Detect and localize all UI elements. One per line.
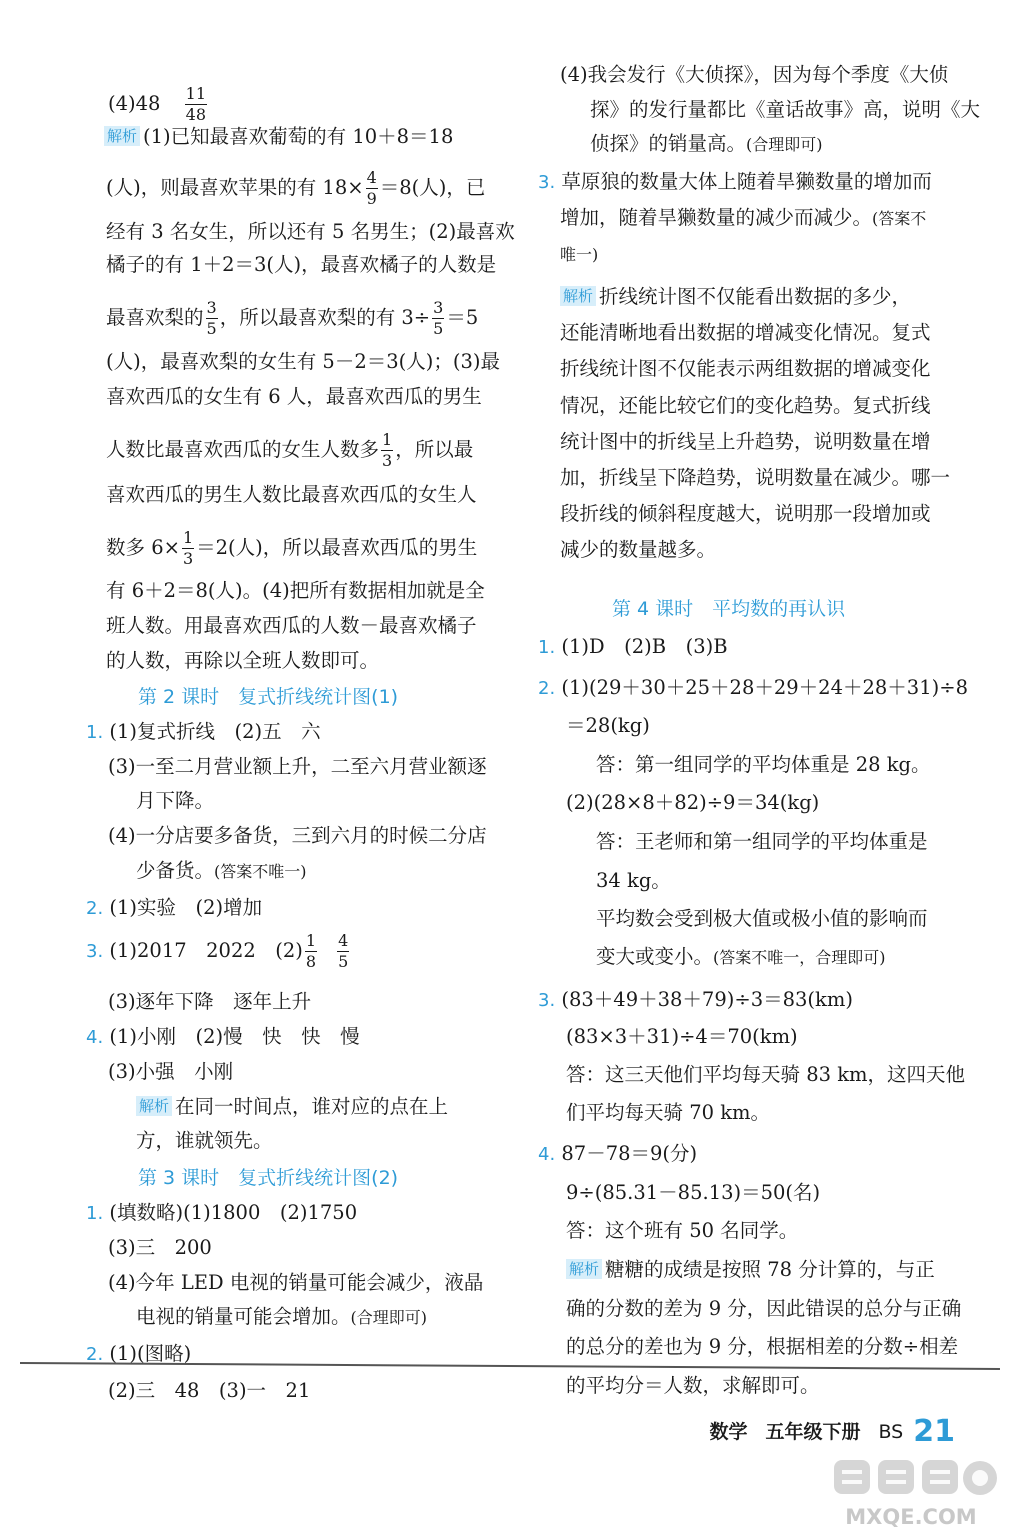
answer-text: 增加，随着旱獭数量的减少而减少。 xyxy=(560,206,873,229)
section-heading: 第 2 课时 复式折线统计图(1) xyxy=(138,686,399,708)
analysis-text: 最喜欢梨的 xyxy=(106,306,204,329)
numerator: 11 xyxy=(185,84,206,103)
answer-text: 草原狼的数量大体上随着旱獭数量的增加而 xyxy=(561,170,932,193)
answer-note: 唯一) xyxy=(560,245,599,264)
analysis-line xyxy=(106,170,485,207)
question-number: 4. xyxy=(538,1144,556,1165)
answer-line: (2)三 48 (3)一 21 xyxy=(108,1379,311,1402)
analysis-tag: 解析 xyxy=(560,286,596,306)
analysis-line: 的总分的差也为 9 分，根据相差的分数÷相差 xyxy=(566,1335,959,1358)
analysis-line: 情况，还能比较它们的变化趋势。复式折线 xyxy=(560,394,931,417)
question-line xyxy=(538,1141,697,1168)
analysis-line: 减少的数量越多。 xyxy=(560,538,717,561)
watermark-text: MXQE.COM xyxy=(845,1505,977,1529)
answer-text: (1)实验 (2)增加 xyxy=(109,896,263,919)
answer-line: 9÷(85.31－85.13)＝50(名) xyxy=(566,1181,821,1204)
answer-line: (2)(28×8＋82)÷9＝34(kg) xyxy=(566,791,820,814)
numerator: 1 xyxy=(182,528,194,547)
answer-line: 答：这个班有 50 名同学。 xyxy=(566,1219,799,1242)
answer-line: (83×3＋31)÷4＝70(km) xyxy=(566,1025,798,1048)
fraction xyxy=(337,933,349,970)
question-line xyxy=(538,987,853,1014)
answer-text: (1)(29＋30＋25＋28＋29＋24＋28＋31)÷8 xyxy=(561,676,968,699)
analysis-line: 有 6＋2＝8(人)。(4)把所有数据相加就是全 xyxy=(106,579,485,602)
question-line xyxy=(86,895,262,922)
analysis-line: 喜欢西瓜的男生人数比最喜欢西瓜的女生人 xyxy=(106,483,477,506)
question-number: 1. xyxy=(538,637,556,658)
answer-line: (3)三 200 xyxy=(108,1236,212,1259)
numerator: 1 xyxy=(305,931,317,950)
denominator: 5 xyxy=(206,319,217,338)
analysis-text: 糖糖的成绩是按照 78 分计算的，与正 xyxy=(605,1258,935,1281)
analysis-text: ＝5 xyxy=(446,306,479,329)
question-number: 2. xyxy=(86,1344,104,1365)
analysis-line: 喜欢西瓜的女生有 6 人，最喜欢西瓜的男生 xyxy=(106,385,482,408)
denominator: 5 xyxy=(433,319,444,338)
answer-line: 探》的发行量都比《童话故事》高，说明《大 xyxy=(590,98,981,121)
answer-text: (83＋49＋38＋79)÷3＝83(km) xyxy=(561,988,853,1011)
answer-line: (4)我会发行《大侦探》，因为每个季度《大侦 xyxy=(560,63,949,86)
answer-text: 侦探》的销量高。 xyxy=(590,132,747,155)
denominator: 3 xyxy=(382,451,393,470)
numerator: 1 xyxy=(382,430,393,449)
question-line xyxy=(86,1024,360,1051)
answer-line: ＝28(kg) xyxy=(566,714,650,737)
analysis-text: ，所以最 xyxy=(395,438,474,461)
answer-text: (1)(图略) xyxy=(109,1342,192,1365)
analysis-line: (人)，最喜欢梨的女生有 5－2＝3(人)；(3)最 xyxy=(106,350,500,373)
question-line xyxy=(86,719,321,746)
fraction xyxy=(206,300,218,337)
analysis-line: 经有 3 名女生，所以还有 5 名男生；(2)最喜欢 xyxy=(106,220,515,243)
answer-line: (4)一分店要多备货，三到六月的时候二分店 xyxy=(108,824,487,847)
analysis-line: 段折线的倾斜程度越大，说明那一段增加或 xyxy=(560,502,931,525)
analysis-line xyxy=(566,1257,935,1283)
analysis-line xyxy=(104,124,453,150)
answer-line: 月下降。 xyxy=(136,789,215,812)
answer-line: 答：王老师和第一组同学的平均体重是 xyxy=(596,830,928,853)
fraction xyxy=(366,170,378,207)
numerator: 4 xyxy=(366,168,377,187)
question-line xyxy=(86,933,351,970)
answer-note: (答案不 xyxy=(872,209,927,228)
answer-text: 少备货。 xyxy=(136,859,215,882)
question-number: 2. xyxy=(86,898,104,919)
fraction xyxy=(381,432,393,469)
fraction xyxy=(305,933,317,970)
analysis-text: 折线统计图不仅能看出数据的多少， xyxy=(599,285,912,308)
answer-line: 答：第一组同学的平均体重是 28 kg。 xyxy=(596,753,931,776)
analysis-line: 还能清晰地看出数据的增减变化情况。复式 xyxy=(560,321,931,344)
answer-text: (1)复式折线 (2)五 六 xyxy=(109,720,321,743)
fraction xyxy=(182,530,194,567)
numerator: 3 xyxy=(206,298,217,317)
page-footer xyxy=(709,1414,955,1449)
answer-line: (3)逐年下降 逐年上升 xyxy=(108,990,312,1013)
analysis-line xyxy=(106,432,473,469)
answer-note: (合理即可) xyxy=(350,1308,428,1327)
answer-line: 34 kg。 xyxy=(596,869,671,892)
analysis-line: 加，折线呈下降趋势，说明数量在减少。哪一 xyxy=(560,466,951,489)
analysis-line: 方，谁就领先。 xyxy=(136,1129,273,1152)
question-number: 1. xyxy=(86,1203,104,1224)
watermark-logo-icon xyxy=(824,1458,999,1530)
answer-line xyxy=(596,944,886,971)
answer-line xyxy=(108,86,209,123)
answer-text: (1)D (2)B (3)B xyxy=(561,635,728,658)
answer-line: 平均数会受到极大值或极小值的影响而 xyxy=(596,907,928,930)
analysis-text: ＝2(人)，所以最喜欢西瓜的男生 xyxy=(196,536,478,559)
fraction xyxy=(432,300,444,337)
answer-text: (1)小刚 (2)慢 快 快 慢 xyxy=(109,1025,360,1048)
denominator: 8 xyxy=(305,952,317,971)
denominator: 3 xyxy=(182,549,194,568)
analysis-line xyxy=(106,530,477,567)
numerator: 3 xyxy=(433,298,444,317)
fraction xyxy=(185,86,207,123)
answer-text: 87－78＝9(分) xyxy=(561,1142,698,1165)
section-heading: 第 4 课时 平均数的再认识 xyxy=(612,598,846,620)
analysis-tag: 解析 xyxy=(136,1096,172,1116)
analysis-line xyxy=(136,1094,448,1120)
answer-note: (合理即可) xyxy=(746,135,823,154)
answer-text: (填数略)(1)1800 (2)1750 xyxy=(109,1201,358,1224)
question-number: 3. xyxy=(86,941,104,962)
analysis-text: ＝8(人)，已 xyxy=(379,176,486,199)
analysis-text: 数多 6× xyxy=(106,536,180,559)
question-line xyxy=(86,1200,357,1227)
answer-note: (答案不唯一) xyxy=(214,862,307,881)
section-heading: 第 3 课时 复式折线统计图(2) xyxy=(138,1167,399,1189)
analysis-line: 确的分数的差为 9 分，因此错误的总分与正确 xyxy=(566,1297,962,1320)
analysis-line: 橘子的有 1＋2＝3(人)，最喜欢橘子的人数是 xyxy=(106,253,497,276)
question-line xyxy=(538,675,968,702)
answer-note: (答案不唯一，合理即可) xyxy=(713,948,886,967)
denominator: 48 xyxy=(185,105,206,124)
denominator: 5 xyxy=(338,952,349,971)
answer-line: 们平均每天骑 70 km。 xyxy=(566,1101,771,1124)
footer-subject: 数学 xyxy=(709,1421,748,1443)
analysis-text: 人数比最喜欢西瓜的女生人数多 xyxy=(106,438,380,461)
question-number: 2. xyxy=(538,678,556,699)
analysis-text: (1)已知最喜欢葡萄的有 10＋8＝18 xyxy=(143,125,454,148)
question-number: 3. xyxy=(538,990,556,1011)
analysis-line: 的人数，再除以全班人数即可。 xyxy=(106,649,380,672)
analysis-line xyxy=(106,300,478,337)
answer-line: (3)一至二月营业额上升，二至六月营业额逐 xyxy=(108,755,487,778)
analysis-line: 班人数。用最喜欢西瓜的人数－最喜欢橘子 xyxy=(106,614,477,637)
analysis-tag: 解析 xyxy=(566,1259,602,1279)
question-number: 1. xyxy=(86,722,104,743)
analysis-text: 在同一时间点，谁对应的点在上 xyxy=(175,1095,449,1118)
answer-line: 答：这三天他们平均每天骑 83 km，这四天他 xyxy=(566,1063,966,1086)
analysis-tag: 解析 xyxy=(104,126,140,146)
question-line xyxy=(538,634,728,661)
answer-text: (1)2017 2022 (2) xyxy=(109,939,303,962)
analysis-line: 的平均分＝人数，求解即可。 xyxy=(566,1374,820,1397)
footer-grade: 五年级下册 xyxy=(765,1421,861,1443)
answer-line xyxy=(590,131,823,158)
analysis-text: (人)，则最喜欢苹果的有 18× xyxy=(106,176,364,199)
analysis-line: 折线统计图不仅能表示两组数据的增减变化 xyxy=(560,357,931,380)
analysis-line: 统计图中的折线呈上升趋势，说明数量在增 xyxy=(560,430,931,453)
answer-line xyxy=(136,1304,427,1331)
numerator: 4 xyxy=(338,931,349,950)
analysis-line xyxy=(560,284,911,310)
answer-line xyxy=(560,205,926,232)
question-number: 4. xyxy=(86,1027,104,1048)
question-number: 3. xyxy=(538,172,556,193)
answer-text: 变大或变小。 xyxy=(596,945,714,968)
answer-text: (4)48 xyxy=(108,92,161,115)
answer-line xyxy=(136,858,307,885)
footer-edition: BS xyxy=(878,1421,904,1443)
question-line xyxy=(538,169,932,196)
answer-text: 电视的销量可能会增加。 xyxy=(136,1305,351,1328)
page-number: 21 xyxy=(913,1414,955,1449)
answer-line: (3)小强 小刚 xyxy=(108,1060,234,1083)
analysis-text: ，所以最喜欢梨的有 3÷ xyxy=(219,306,431,329)
denominator: 9 xyxy=(366,189,377,208)
answer-line: (4)今年 LED 电视的销量可能会减少，液晶 xyxy=(108,1271,484,1294)
